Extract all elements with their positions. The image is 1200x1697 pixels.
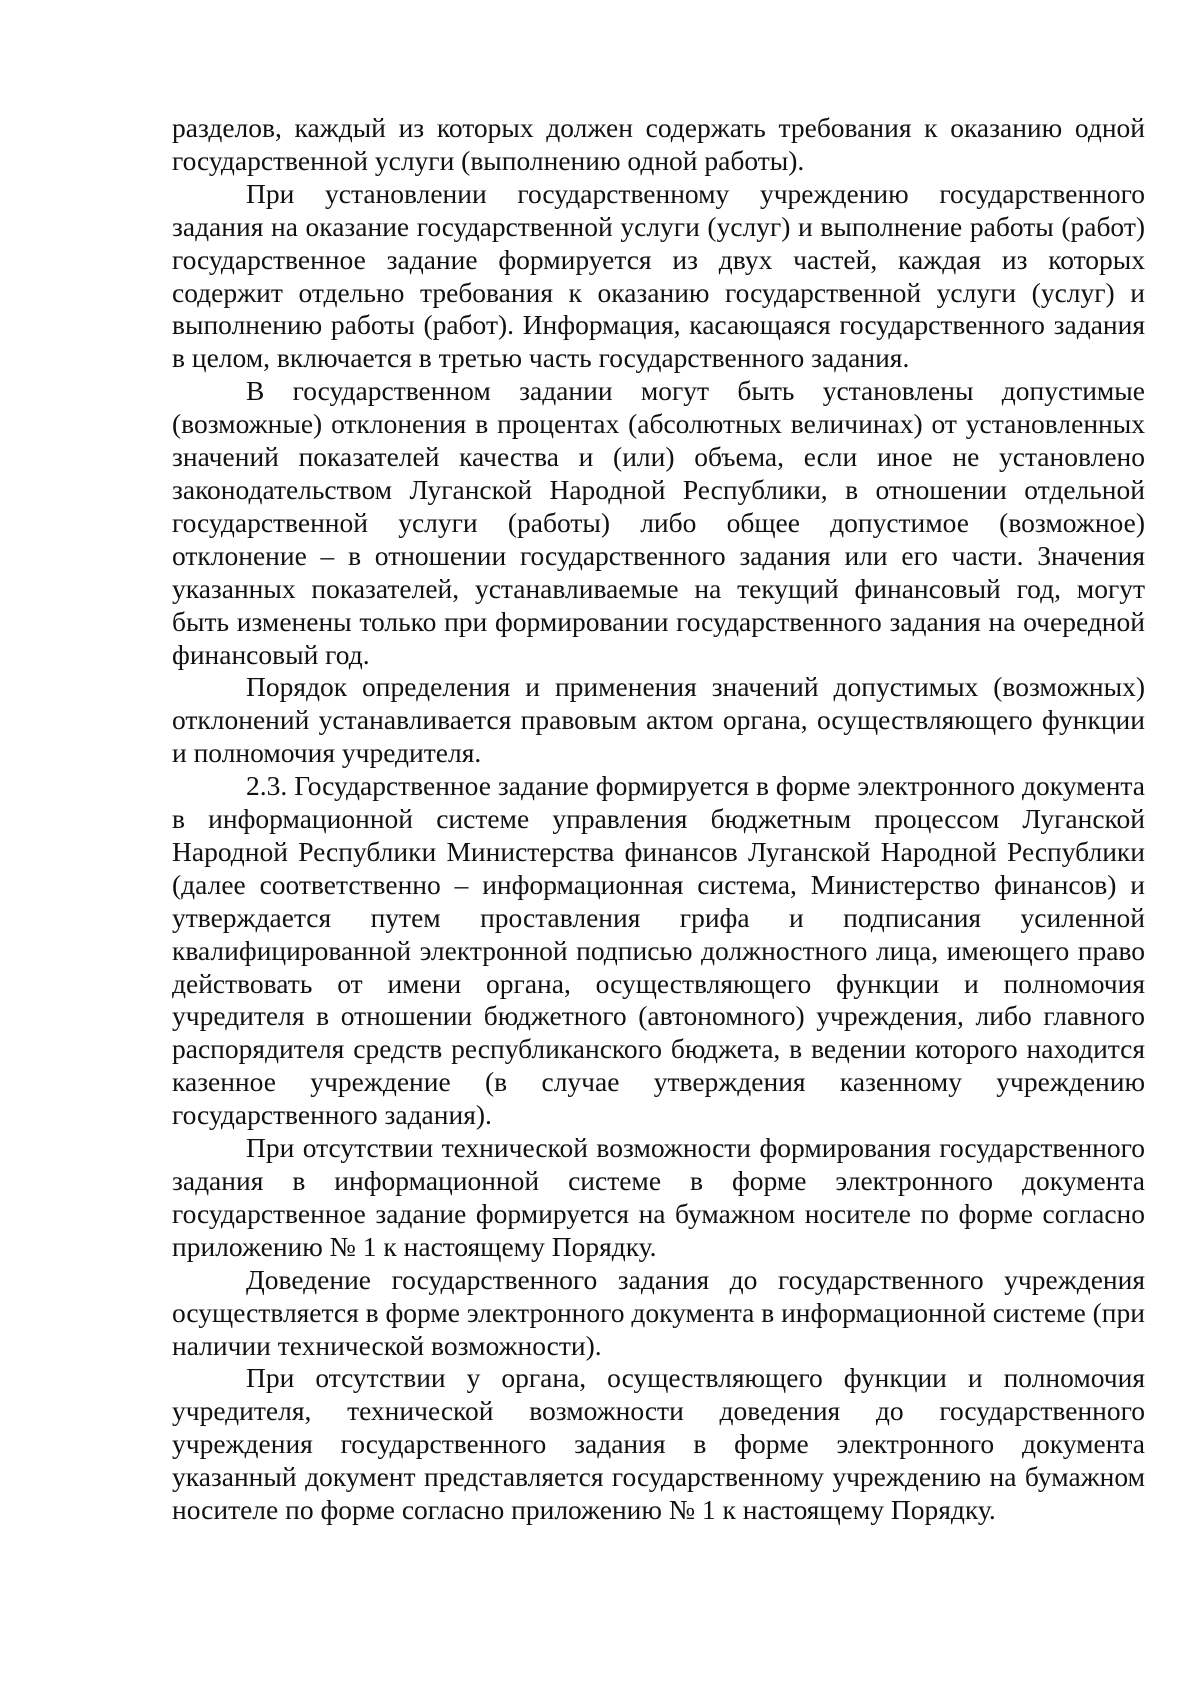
- document-body: [172, 112, 1145, 1527]
- paragraph-deviation-procedure: Порядок определения и применения значений допустимых (возможных) отклонений устанавливается правовым актом органа, осуществляющего функции и полномочия учредителя.: [172, 671, 1145, 769]
- paragraph-task-parts: При установлении государственному учреждению государственного задания на оказание государственной услуги (услуг) и выполнение работы (работ) государственное задание формируется из двух частей, каждая из которых содержит отдельно требования к оказанию государственной услуги (услуг) и выполнению работы (работ). Информация, касающаяся государственного задания в целом, включается в третью часть государственного задания.: [172, 177, 1145, 374]
- paragraph-delivery: Доведение государственного задания до государственного учреждения осуществляется в форме электронного документа в информационной системе (при наличии технической возможности).: [172, 1263, 1145, 1361]
- paragraph-clause-2-3: 2.3. Государственное задание формируется в форме электронного документа в информационной системе управления бюджетным процессом Луганской Народной Республики Министерства финансов Луганской Народной Республики (далее соответственно – информационная система, Министерство финансов) и утверждается путем проставления грифа и подписания усиленной квалифицированной электронной подписью должностного лица, имеющего право действовать от имени органа, осуществляющего функции и полномочия учредителя в отношении бюджетного (автономного) учреждения, либо главного распорядителя средств республиканского бюджета, в ведении которого находится казенное учреждение (в случае утверждения казенному учреждению государственного задания).: [172, 770, 1145, 1131]
- paragraph-paper-delivery: При отсутствии у органа, осуществляющего функции и полномочия учредителя, технической возможности доведения до государственного учреждения государственного задания в форме электронного документа указанный документ представляется государственному учреждению на бумажном носителе по форме согласно приложению № 1 к настоящему Порядку.: [172, 1362, 1145, 1526]
- paragraph-deviations: В государственном задании могут быть установлены допустимые (возможные) отклонения в процентах (абсолютных величинах) от установленных значений показателей качества и (или) объема, если иное не установлено законодательством Луганской Народной Республики, в отношении отдельной государственной услуги (работы) либо общее допустимое (возможное) отклонение – в отношении государственного задания или его части. Значения указанных показателей, устанавливаемые на текущий финансовый год, могут быть изменены только при формировании государственного задания на очередной финансовый год.: [172, 375, 1145, 670]
- paragraph-paper-form: При отсутствии технической возможности формирования государственного задания в информационной системе в форме электронного документа государственное задание формируется на бумажном носителе по форме согласно приложению № 1 к настоящему Порядку.: [172, 1132, 1145, 1262]
- paragraph-continuation: разделов, каждый из которых должен содержать требования к оказанию одной государственной услуги (выполнению одной работы).: [172, 112, 1145, 176]
